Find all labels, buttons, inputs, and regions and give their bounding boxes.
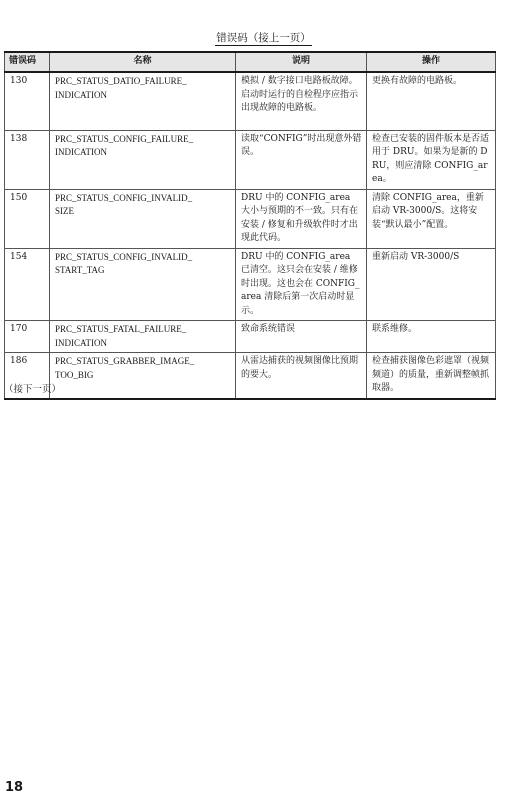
table-row (5, 248, 496, 321)
cell-action: 重新启动 VR-3000/S (367, 248, 496, 321)
cell-action: 检查捕获图像色彩遮罩（视频频道）的质量，重新调整帧抓取器。 (367, 353, 496, 399)
column-header-code: 错误码 (5, 52, 50, 72)
cell-description: 致命系统错误 (236, 321, 367, 353)
column-header-action: 操作 (367, 52, 496, 72)
cell-name: PRC_STATUS_CONFIG_INVALID_ SIZE (50, 189, 236, 248)
table-row (5, 189, 496, 248)
cell-description: 模拟 / 数字接口电路板故障。启动时运行的自检程序应指示出现故障的电路板。 (236, 72, 367, 130)
continued-note: （接下一页） (4, 384, 62, 395)
cell-code: 170 (5, 321, 50, 353)
cell-name: PRC_STATUS_FATAL_FAILURE_ INDICATION (50, 321, 236, 353)
page-title-text: 错误码（接上一页） (216, 32, 311, 44)
cell-name: PRC_STATUS_CONFIG_INVALID_ START_TAG (50, 248, 236, 321)
cell-code: 138 (5, 130, 50, 189)
cell-name: PRC_STATUS_CONFIG_FAILURE_ INDICATION (50, 130, 236, 189)
column-header-name: 名称 (50, 52, 236, 72)
cell-action: 清除 CONFIG_area，重新启动 VR-3000/S。这将安装“默认最小”配置。 (367, 189, 496, 248)
table-header (5, 52, 496, 72)
cell-code: 130 (5, 72, 50, 130)
cell-code: 154 (5, 248, 50, 321)
cell-name: PRC_STATUS_GRABBER_IMAGE_ TOO_BIG (50, 353, 236, 399)
table-header-row (5, 52, 496, 72)
table-row (5, 321, 496, 353)
page-number: 18 (5, 780, 24, 795)
cell-name: PRC_STATUS_DATIO_FAILURE_ INDICATION (50, 72, 236, 130)
cell-action: 更换有故障的电路板。 (367, 72, 496, 130)
table-row (5, 130, 496, 189)
cell-description: DRU 中的 CONFIG_area 大小与预期的不一致。只有在安装 / 修复和升级软件时才出现此代码。 (236, 189, 367, 248)
column-header-description: 说明 (236, 52, 367, 72)
table-body (5, 72, 496, 399)
cell-code: 186 (5, 353, 50, 399)
cell-description: DRU 中的 CONFIG_area 已清空。这只会在安装 / 维修时出现。这也会在 CONFIG_area 清除后第一次启动时显示。 (236, 248, 367, 321)
cell-action: 联系维修。 (367, 321, 496, 353)
cell-description: 读取“CONFIG”时出现意外错误。 (236, 130, 367, 189)
cell-description: 从雷达捕获的视频图像比预期的要大。 (236, 353, 367, 399)
table-row (5, 353, 496, 399)
error-code-table (4, 51, 496, 400)
table-row (5, 72, 496, 130)
cell-code: 150 (5, 189, 50, 248)
page-title (0, 31, 527, 45)
cell-action: 检查已安装的固件版本是否适用于 DRU。如果为是新的 DRU，则应清除 CONFIG_area。 (367, 130, 496, 189)
